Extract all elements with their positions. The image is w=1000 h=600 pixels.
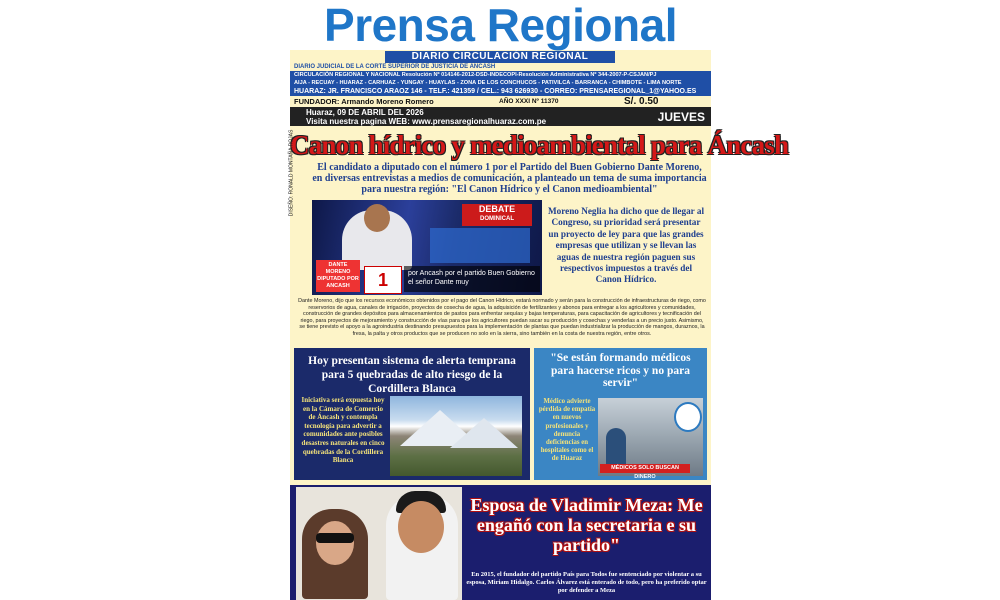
issue-number: AÑO XXXI Nº 11370	[499, 98, 559, 105]
lead-headline: Canon hídrico y medioambiental para Áncash	[290, 130, 789, 160]
person-figure	[606, 428, 626, 468]
founder: FUNDADOR: Armando Moreno Romero	[294, 97, 434, 106]
debate-logo	[462, 204, 532, 226]
sunglasses	[316, 533, 354, 543]
lead-side-text: Moreno Neglia ha dicho que de llegar al Congreso, su prioridad será presentar un proyecto de ley para que las grandes empresas que utilizan y se llevan las aguas de nuestra región paguen sus respectivos impuestos a través del Canon Hídrico.	[547, 206, 705, 285]
alert-headline: Hoy presentan sistema de alerta temprana para 5 quebradas de alto riesgo de la Cordillera Blanca	[308, 355, 516, 395]
hospital-photo	[598, 398, 703, 480]
founder-row	[294, 97, 707, 106]
date-bar	[290, 107, 711, 126]
doctors-story	[534, 348, 707, 480]
alert-text: Iniciativa será expuesta hoy en la Cámara de Comercio de Áncash y contempla tecnología para advertir a comunidades ante posibles desastres naturales en cinco quebradas de la Cordillera Blanca	[301, 396, 385, 465]
debate-sub: DOMINICAL	[480, 216, 514, 222]
info-line-2: AIJA - RECUAY - HUARAZ - CARHUAZ - YUNGAY - HUAYLAS - ZONA DE LOS CONCHUCOS - PATIVILCA - BARRANCA - CHIMBOTE - LIMA NORTE	[290, 79, 711, 87]
weekday: JUEVES	[657, 110, 705, 124]
issue-date: Huaraz, 09 DE ABRIL DEL 2026	[306, 108, 424, 117]
masthead-subtitle: DIARIO CIRCULACIÓN REGIONAL	[385, 51, 615, 63]
lead-photo	[312, 200, 542, 295]
candidate-head	[364, 204, 390, 232]
meza-text: En 2015, el fundador del partido País para Todos fue sentenciado por violentar a su esposa, Miriam Hidalgo. Carlos Álvarez está enterado de todo, pero ha preferido optar por defender a Meza	[466, 571, 707, 594]
meza-headline: Esposa de Vladimir Meza: Me engañó con la secretaria e su partido"	[470, 495, 703, 555]
cordillera-photo	[390, 396, 522, 476]
photo-tag: MÉDICOS SOLO BUSCAN DINERO	[600, 464, 690, 473]
newspaper-title: Prensa Regional	[324, 0, 677, 51]
info-line-1: CIRCULACIÓN REGIONAL Y NACIONAL Resolución Nº 014146-2012-DSD-INDECOPI-Resolución Administrativa Nº 344-2007-P-CSJAN/PJ	[290, 71, 711, 79]
lead-lede: El candidato a diputado con el número 1 por el Partido del Buen Gobierno Dante Moreno, en diversas entrevistas a medios de comunicación, a planteado un tema de suma importancia para nuestra región: "El Canon Hídrico y el Canon medioambiental"	[312, 162, 707, 195]
tv-screen	[430, 228, 530, 263]
judicial-line: DIARIO JUDICIAL DE LA CORTE SUPERIOR DE JUSTICIA DE ANCASH	[294, 64, 496, 70]
doctors-text: Médico advierte pérdida de empatía en nuevos profesionales y denuncia deficiencias en hospitales como el de Huaraz	[538, 398, 596, 463]
woman-face	[316, 521, 354, 565]
alert-story	[294, 348, 530, 480]
design-credit: DISEÑO: RONALD MONTAÑA ROJAS	[288, 129, 295, 217]
candidate-badge: DANTE MORENO DIPUTADO POR ANCASH	[316, 260, 360, 292]
couple-photo	[296, 487, 462, 600]
newspaper-front-page	[288, 0, 789, 600]
lead-body: Dante Moreno, dijo que los recursos económicos obtenidos por el pago del Canon Hídrico, estará normado y serán para la construcción de infraestructuras de riego, como reservorios de agua, canales de irrigación, proyectos de cosecha de agua, la adquisición de fertilizantes y abonos para entregar a los agricultores y comunidades, construcción de grandes depósitos para almacenamientos de pastos para enfrentar sequías y bajas temperaturas, para capacitación de agricultores y tecnificación del riego, para proyectos de mejoramiento y construcción de vías para que los agricultores puedan sacar su producción y cosechas y venderlas a un precio justo. Asimismo, se tiene previsto el apoyo a la agroindustria destinando presupuestos para la implementación de plantas que puedan industrializar la producción de mangos, duraznos, la fresa, la palta y otros productos que se producen no solo en la sierra, sino también en la costa de nuestra región, entre otros.	[298, 298, 706, 337]
price: S/. 0.50	[624, 96, 659, 107]
meza-story	[290, 485, 711, 600]
info-line-3: HUARAZ: JR. FRANCISCO ARAOZ 146 - TELF.: 421359 / CEL.: 943 626930 - CORREO: PRENSAREGIONAL_1@YAHOO.ES	[290, 87, 711, 96]
doctors-headline: "Se están formando médicos para hacerse ricos y no para servir"	[550, 352, 691, 389]
mountain-shape	[450, 418, 518, 448]
ballot-number: 1	[364, 266, 402, 294]
photo-caption: por Ancash por el partido Buen Gobierno el señor Dante muy	[404, 266, 540, 292]
doctor-inset-portrait	[674, 402, 702, 432]
website-line: Visita nuestra pagina WEB: www.prensaregionalhuaraz.com.pe	[306, 117, 547, 126]
man-face	[398, 501, 444, 553]
masthead	[290, 0, 711, 50]
debate-label: DEBATE	[478, 204, 516, 214]
